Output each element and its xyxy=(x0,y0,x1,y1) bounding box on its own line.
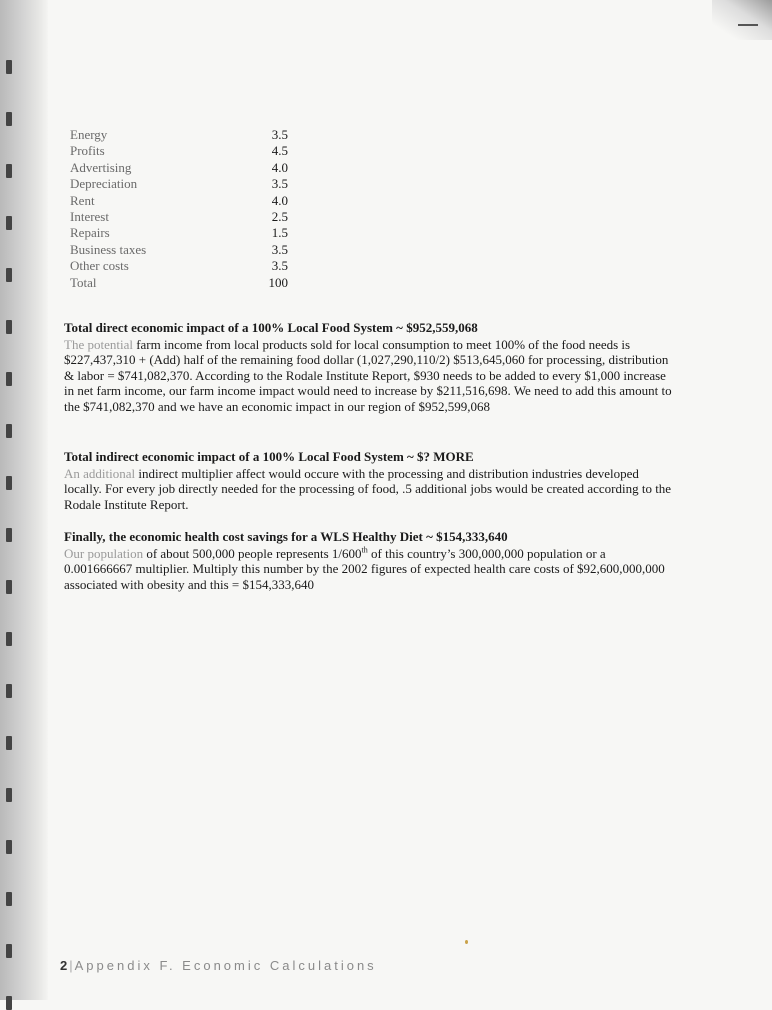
binder-mark xyxy=(6,112,12,126)
binder-mark xyxy=(6,476,12,490)
section-indirect-impact xyxy=(64,449,676,512)
binder-mark xyxy=(6,892,12,906)
cost-label: Profits xyxy=(70,143,105,159)
cost-value: 2.5 xyxy=(271,208,288,224)
cost-row xyxy=(70,258,300,274)
body-text: of this country’s 300,000,000 population or a 0.001666667 multiplier. Multiply this number by the 2002 figures of expected health care costs of $92,600,000,000 associated with obesity and this = $154,333,640 xyxy=(64,545,665,592)
cost-value: 3.5 xyxy=(271,241,288,257)
cost-label: Rent xyxy=(70,192,95,208)
section-body xyxy=(64,337,676,415)
binder-mark xyxy=(6,528,12,542)
binder-mark xyxy=(6,840,12,854)
binder-mark xyxy=(6,632,12,646)
section-heading: Finally, the economic health cost savings for a WLS Healthy Diet ~ $154,333,640 xyxy=(64,529,508,544)
faded-lead: An additional xyxy=(64,465,136,481)
superscript: th xyxy=(361,545,368,555)
cost-row xyxy=(70,127,300,143)
binder-mark xyxy=(6,268,12,282)
cost-row xyxy=(70,209,300,225)
cost-row xyxy=(70,225,300,241)
cost-value: 1.5 xyxy=(271,225,288,241)
binder-mark xyxy=(6,60,12,74)
body-text: of about 500,000 people represents 1/600 xyxy=(143,545,362,561)
cost-table xyxy=(70,127,300,291)
faded-lead: The potential xyxy=(64,336,133,352)
cost-value: 3.5 xyxy=(271,258,288,274)
faded-lead: Our population xyxy=(64,545,144,561)
cost-label: Interest xyxy=(70,208,109,224)
binder-mark xyxy=(6,372,12,386)
cost-row xyxy=(70,176,300,192)
binder-mark xyxy=(6,164,12,178)
scan-speck xyxy=(465,940,468,944)
section-heading: Total indirect economic impact of a 100% Local Food System ~ $? MORE xyxy=(64,449,474,464)
binder-mark xyxy=(6,580,12,594)
binder-mark xyxy=(6,996,12,1010)
footer-separator: | xyxy=(69,958,73,973)
section-health-savings xyxy=(64,529,676,592)
footer-title: Appendix F. Economic Calculations xyxy=(74,958,377,973)
cost-row xyxy=(70,160,300,176)
binder-mark xyxy=(6,944,12,958)
cost-label: Energy xyxy=(70,127,108,142)
section-body xyxy=(64,466,676,513)
binder-mark xyxy=(6,424,12,438)
cost-value: 3.5 xyxy=(271,127,288,142)
body-text: farm income from local products sold for local consumption to meet 100% of the food needs is $227,437,310 + (Add) half of the remaining food dollar (1,027,290,110/2) $513,645,060 for processing, distribution & labor = $741,082,370. According to the Rodale Institute Report, $930 needs to be added to every $1,000 increase in net farm income, our farm income impact would need to increase by $211,516,698. We need to add this amount to the $741,082,370 and we have an economic impact in our region of $952,599,068 xyxy=(64,336,672,414)
cost-value: 3.5 xyxy=(271,176,288,192)
section-body xyxy=(64,546,676,593)
cost-value: 4.0 xyxy=(271,192,288,208)
page-number: 2 xyxy=(60,958,68,973)
binder-mark xyxy=(6,684,12,698)
cost-value: 4.0 xyxy=(271,159,288,175)
binder-mark xyxy=(6,320,12,334)
cost-label: Total xyxy=(70,274,97,290)
cost-row xyxy=(70,275,300,291)
page-footer xyxy=(60,958,377,973)
page-shadow xyxy=(712,0,772,40)
section-direct-impact xyxy=(64,320,676,415)
cost-row xyxy=(70,242,300,258)
cost-value: 4.5 xyxy=(271,143,288,159)
cost-row xyxy=(70,193,300,209)
cost-label: Advertising xyxy=(70,159,132,175)
cost-label: Depreciation xyxy=(70,176,138,192)
cost-label: Business taxes xyxy=(70,241,147,257)
section-heading: Total direct economic impact of a 100% Local Food System ~ $952,559,068 xyxy=(64,320,478,335)
cost-row xyxy=(70,143,300,159)
binder-mark xyxy=(6,788,12,802)
cost-label: Repairs xyxy=(70,225,110,241)
cost-label: Other costs xyxy=(70,258,129,274)
page-corner-mark xyxy=(738,24,758,26)
binder-mark xyxy=(6,736,12,750)
binder-mark xyxy=(6,216,12,230)
body-text: indirect multiplier affect would occure with the processing and distribution industries developed locally. For every job directly needed for the processing of food, .5 additional jobs would be created according to the Rodale Institute Report. xyxy=(64,465,672,512)
cost-value: 100 xyxy=(268,274,288,290)
